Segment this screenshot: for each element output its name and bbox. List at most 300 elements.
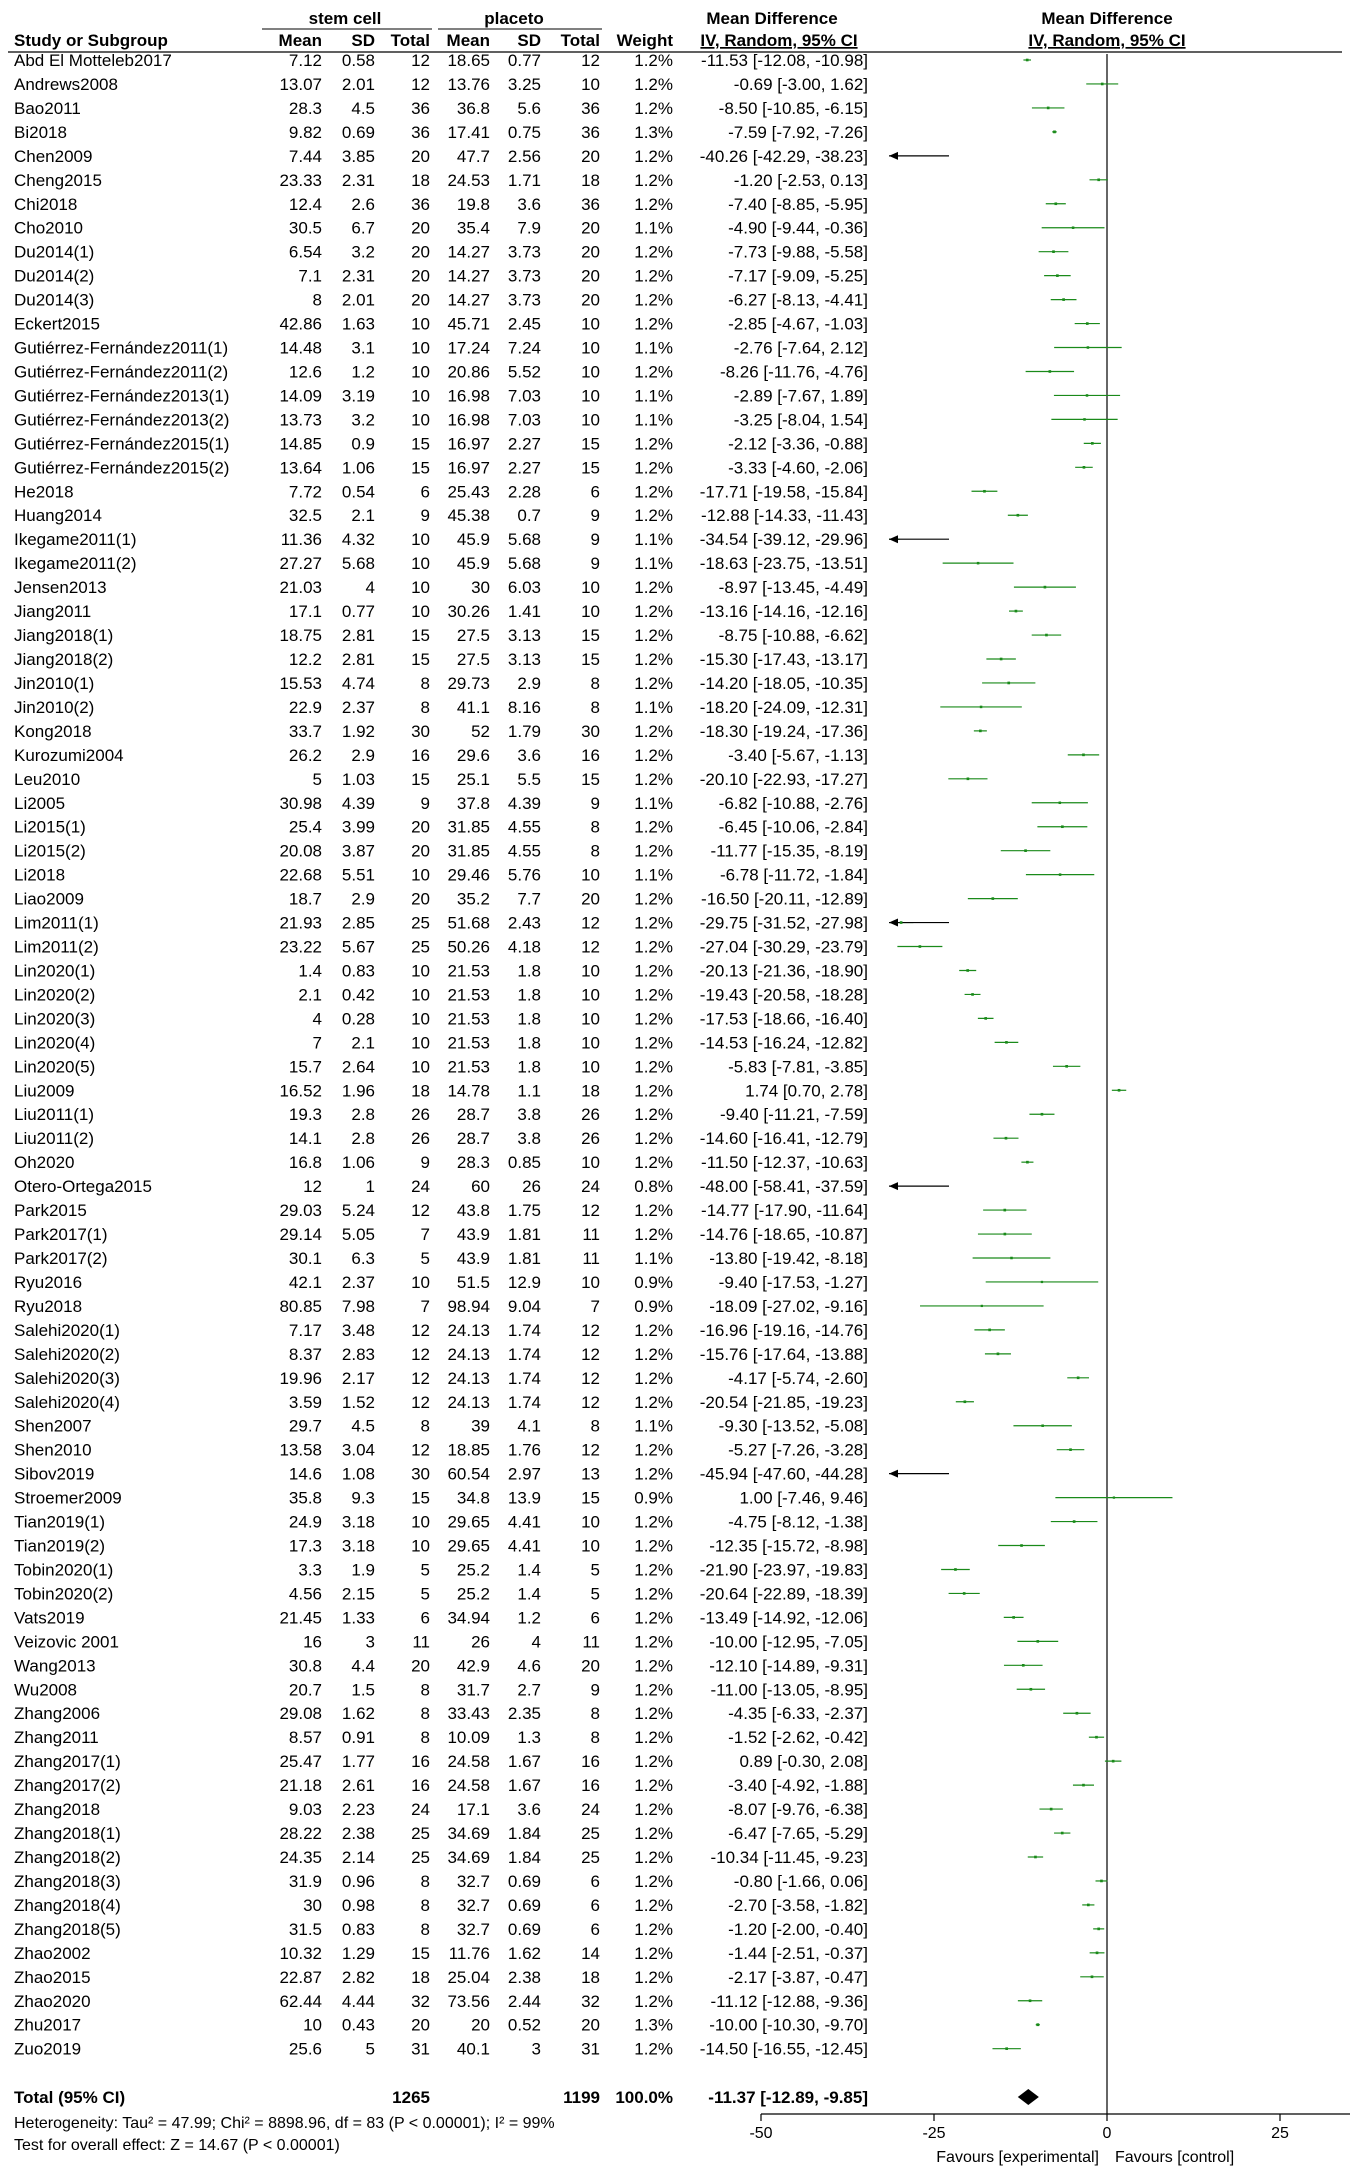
study-marker xyxy=(1051,418,1117,421)
treatment-mean: 22.68 xyxy=(279,865,322,885)
treatment-mean: 22.9 xyxy=(288,697,322,717)
treatment-mean: 33.7 xyxy=(288,721,322,741)
control-mean: 25.2 xyxy=(456,1584,490,1604)
table-row xyxy=(14,1273,868,1292)
table-row xyxy=(14,1848,868,1867)
treatment-total: 10 xyxy=(411,554,430,574)
treatment-total: 20 xyxy=(411,841,430,861)
treatment-total: 12 xyxy=(411,1344,430,1364)
control-sd: 0.69 xyxy=(507,1919,541,1939)
treatment-total: 5 xyxy=(420,1560,430,1580)
control-total: 25 xyxy=(581,1848,600,1867)
md-ci-value: -21.90 [-23.97, -19.83] xyxy=(699,1560,868,1580)
table-header xyxy=(8,9,1342,52)
md-ci-value: -3.40 [-5.67, -1.13] xyxy=(728,745,868,765)
study-name: Lim2011(1) xyxy=(14,913,99,933)
control-total: 18 xyxy=(581,1967,600,1987)
table-row xyxy=(14,1369,868,1388)
point-estimate xyxy=(1076,1712,1079,1715)
control-mean: 14.27 xyxy=(447,242,490,262)
control-mean: 16.98 xyxy=(447,410,490,430)
control-mean: 50.26 xyxy=(447,937,490,957)
control-mean: 40.1 xyxy=(456,2039,490,2059)
control-mean: 43.9 xyxy=(456,1249,490,1268)
weight-value: 1.2% xyxy=(634,1368,673,1388)
control-total: 10 xyxy=(581,985,600,1005)
control-mean: 28.7 xyxy=(456,1129,490,1149)
weight-value: 0.9% xyxy=(634,1272,673,1292)
point-estimate xyxy=(1026,1161,1029,1164)
weight-value: 1.1% xyxy=(634,793,673,813)
point-estimate xyxy=(1073,1520,1076,1523)
weight-value: 1.2% xyxy=(634,1871,673,1891)
treatment-sd: 3.2 xyxy=(351,410,375,430)
table-row xyxy=(14,554,868,573)
treatment-mean: 7.12 xyxy=(288,51,322,70)
treatment-total: 15 xyxy=(411,769,430,789)
point-estimate xyxy=(1036,2023,1039,2026)
table-row xyxy=(14,794,868,813)
md-ci-value: -15.76 [-17.64, -13.88] xyxy=(699,1344,868,1364)
control-mean: 14.27 xyxy=(447,266,490,286)
weight-value: 1.2% xyxy=(634,1560,673,1580)
md-ci-value: 1.74 [0.70, 2.78] xyxy=(745,1081,868,1101)
control-mean: 18.85 xyxy=(447,1440,490,1460)
control-sd: 4.41 xyxy=(507,1536,541,1556)
treatment-sd: 0.54 xyxy=(341,482,375,502)
control-total: 11 xyxy=(582,1225,600,1245)
study-marker xyxy=(949,1592,980,1595)
study-marker xyxy=(1039,250,1069,253)
point-estimate xyxy=(1065,1065,1068,1068)
treatment-mean: 7.17 xyxy=(288,1320,322,1340)
treatment-total: 8 xyxy=(420,673,430,693)
table-row xyxy=(14,650,868,669)
md-ci-value: -6.45 [-10.06, -2.84] xyxy=(718,817,868,837)
table-row xyxy=(14,339,868,358)
study-markers xyxy=(889,54,1172,2114)
treatment-sd: 1.06 xyxy=(341,458,375,478)
study-name: Ikegame2011(1) xyxy=(14,530,137,550)
control-total: 20 xyxy=(581,2015,600,2035)
total-md: -11.37 [-12.89, -9.85] xyxy=(708,2088,868,2107)
md-ci-value: -8.07 [-9.76, -6.38] xyxy=(728,1800,868,1820)
point-estimate xyxy=(981,1305,983,1307)
treatment-sd: 1.08 xyxy=(341,1464,375,1484)
control-mean: 28.3 xyxy=(456,1153,490,1173)
control-sd: 1.41 xyxy=(507,602,541,622)
treatment-mean: 24.9 xyxy=(288,1512,322,1532)
study-name: Park2017(2) xyxy=(14,1249,108,1268)
control-mean: 21.53 xyxy=(447,985,490,1005)
point-estimate xyxy=(966,969,969,972)
control-mean: 45.9 xyxy=(456,554,490,574)
control-mean: 60 xyxy=(471,1177,490,1197)
total-control: 1199 xyxy=(563,2088,600,2107)
point-estimate xyxy=(1083,418,1086,421)
study-marker xyxy=(1052,131,1057,134)
weight-value: 1.2% xyxy=(634,1584,673,1604)
study-name: Chi2018 xyxy=(14,194,78,214)
study-name: Otero-Ortega2015 xyxy=(14,1177,152,1197)
control-mean: 42.9 xyxy=(456,1656,490,1676)
study-marker xyxy=(940,706,1022,709)
table-row xyxy=(14,938,868,957)
table-row xyxy=(14,1465,868,1484)
control-total: 12 xyxy=(581,1201,600,1221)
treatment-mean: 19.96 xyxy=(279,1368,322,1388)
point-estimate xyxy=(979,730,982,733)
treatment-mean: 16 xyxy=(303,1632,322,1652)
treatment-mean: 26.2 xyxy=(288,745,322,765)
weight-value: 1.2% xyxy=(634,98,673,118)
treatment-mean: 17.3 xyxy=(288,1536,322,1556)
treatment-sd: 2.37 xyxy=(341,697,375,717)
md-ci-value: -20.13 [-21.36, -18.90] xyxy=(699,961,868,981)
weight-value: 1.2% xyxy=(634,721,673,741)
control-sd: 1.4 xyxy=(517,1560,541,1580)
weight-value: 1.1% xyxy=(634,530,673,550)
treatment-sd: 2.31 xyxy=(341,266,375,286)
md-ci-value: -3.33 [-4.60, -2.06] xyxy=(728,458,868,478)
md-ci-value: -2.85 [-4.67, -1.03] xyxy=(728,314,868,334)
point-estimate xyxy=(983,490,986,493)
treatment-mean: 21.18 xyxy=(279,1776,322,1796)
weight-value: 1.2% xyxy=(634,146,673,166)
weight-value: 1.2% xyxy=(634,1919,673,1939)
control-total: 10 xyxy=(581,1009,600,1029)
control-mean: 17.1 xyxy=(456,1800,490,1820)
study-marker xyxy=(1028,1856,1043,1859)
control-sd: 5.6 xyxy=(517,98,541,118)
study-name: Lin2020(2) xyxy=(14,985,96,1005)
study-marker xyxy=(1051,1520,1098,1523)
table-row xyxy=(14,1249,868,1268)
control-mean: 41.1 xyxy=(456,697,490,717)
control-total: 20 xyxy=(581,218,600,238)
control-total: 10 xyxy=(581,74,600,94)
control-sd: 2.56 xyxy=(507,146,541,166)
control-sd: 1.75 xyxy=(507,1201,541,1221)
study-name: Zhao2015 xyxy=(14,1967,91,1987)
point-estimate xyxy=(997,1353,1000,1356)
control-total: 9 xyxy=(590,530,600,550)
control-sd: 9.04 xyxy=(507,1296,541,1316)
point-estimate xyxy=(1005,1137,1008,1140)
study-marker xyxy=(1008,514,1028,517)
header-mean-treatment: Mean xyxy=(278,31,322,50)
weight-value: 1.2% xyxy=(634,1201,673,1221)
weight-value: 1.2% xyxy=(634,673,673,693)
table-row xyxy=(14,267,868,286)
md-ci-value: -20.10 [-22.93, -17.27] xyxy=(699,769,868,789)
study-marker xyxy=(1044,274,1071,277)
control-mean: 34.69 xyxy=(447,1848,490,1867)
control-sd: 0.75 xyxy=(507,122,541,142)
control-total: 18 xyxy=(581,1081,600,1101)
weight-value: 1.2% xyxy=(634,1464,673,1484)
table-row xyxy=(14,362,868,381)
study-name: Tian2019(1) xyxy=(14,1512,106,1532)
treatment-sd: 1.33 xyxy=(341,1608,375,1628)
study-name: Liu2011(1) xyxy=(14,1105,95,1125)
study-name: Sibov2019 xyxy=(14,1464,95,1484)
table-row xyxy=(14,1896,868,1915)
point-estimate xyxy=(1082,754,1085,757)
treatment-mean: 27.27 xyxy=(279,554,322,574)
table-row xyxy=(14,2016,868,2035)
control-total: 6 xyxy=(590,1871,600,1891)
control-total: 12 xyxy=(581,1344,600,1364)
study-marker xyxy=(889,919,949,927)
study-name: Wang2013 xyxy=(14,1656,96,1676)
weight-value: 1.2% xyxy=(634,1632,673,1652)
study-marker xyxy=(897,945,942,948)
treatment-mean: 23.22 xyxy=(279,937,322,957)
study-marker xyxy=(1084,442,1101,445)
treatment-total: 10 xyxy=(411,530,430,550)
control-total: 9 xyxy=(590,554,600,574)
control-sd: 2.97 xyxy=(507,1464,541,1484)
control-sd: 2.9 xyxy=(517,673,541,693)
treatment-mean: 4 xyxy=(312,1009,322,1029)
weight-value: 1.2% xyxy=(634,1105,673,1125)
treatment-total: 24 xyxy=(411,1177,430,1197)
md-ci-value: 1.00 [-7.46, 9.46] xyxy=(739,1488,868,1508)
point-estimate xyxy=(1003,1209,1006,1212)
treatment-total: 16 xyxy=(411,1752,430,1772)
study-marker xyxy=(1037,825,1087,828)
control-sd: 1.62 xyxy=(507,1943,541,1963)
favours-control-label: Favours [control] xyxy=(1115,2149,1235,2166)
control-sd: 3.73 xyxy=(507,266,541,286)
control-mean: 35.2 xyxy=(456,889,490,909)
study-name: Lim2011(2) xyxy=(14,937,99,957)
treatment-mean: 7.1 xyxy=(298,266,322,286)
treatment-sd: 2.82 xyxy=(341,1967,375,1987)
treatment-total: 8 xyxy=(420,1416,430,1436)
study-name: Li2015(1) xyxy=(14,817,86,837)
point-estimate xyxy=(984,1017,987,1020)
treatment-sd: 2.6 xyxy=(351,194,375,214)
treatment-mean: 80.85 xyxy=(279,1296,322,1316)
control-sd: 2.27 xyxy=(507,458,541,478)
treatment-sd: 1.77 xyxy=(341,1752,375,1772)
control-mean: 24.13 xyxy=(447,1320,490,1340)
header-md-title: Mean Difference xyxy=(706,9,838,28)
study-name: Jiang2011 xyxy=(14,602,92,622)
point-estimate xyxy=(1005,2047,1008,2050)
treatment-total: 32 xyxy=(411,1991,430,2011)
study-name: Du2014(2) xyxy=(14,266,95,286)
point-estimate xyxy=(1059,873,1062,876)
md-ci-value: -5.27 [-7.26, -3.28] xyxy=(728,1440,868,1460)
control-total: 10 xyxy=(581,961,600,981)
table-row xyxy=(14,291,868,310)
study-name: Park2017(1) xyxy=(14,1225,108,1245)
point-estimate xyxy=(967,777,970,780)
control-sd: 3.73 xyxy=(507,242,541,262)
table-row xyxy=(14,99,868,118)
treatment-total: 12 xyxy=(411,1392,430,1412)
control-mean: 43.9 xyxy=(456,1225,490,1245)
weight-value: 1.2% xyxy=(634,1895,673,1915)
treatment-total: 15 xyxy=(411,650,430,669)
control-total: 32 xyxy=(581,1991,600,2011)
control-sd: 2.7 xyxy=(517,1680,541,1700)
control-mean: 52 xyxy=(471,721,490,741)
study-marker xyxy=(889,152,949,160)
study-marker xyxy=(1054,1832,1070,1835)
table-row xyxy=(14,985,868,1004)
study-marker xyxy=(1042,226,1105,229)
treatment-sd: 7.98 xyxy=(341,1296,375,1316)
md-ci-value: -11.77 [-15.35, -8.19] xyxy=(710,841,868,861)
control-total: 12 xyxy=(581,1368,600,1388)
treatment-sd: 0.83 xyxy=(341,961,375,981)
treatment-total: 18 xyxy=(411,1081,430,1101)
treatment-total: 15 xyxy=(411,434,430,454)
treatment-sd: 3.48 xyxy=(341,1320,375,1340)
control-sd: 4 xyxy=(531,1632,541,1652)
control-total: 8 xyxy=(590,841,600,861)
control-mean: 29.73 xyxy=(447,673,490,693)
treatment-total: 26 xyxy=(411,1105,430,1125)
md-ci-value: -2.12 [-3.36, -0.88] xyxy=(728,434,868,454)
point-estimate xyxy=(1112,1760,1115,1763)
weight-value: 1.2% xyxy=(634,745,673,765)
weight-value: 1.2% xyxy=(634,1009,673,1029)
treatment-mean: 32.5 xyxy=(288,506,322,526)
point-estimate xyxy=(1029,1999,1032,2002)
study-marker xyxy=(956,1400,974,1403)
point-estimate xyxy=(1056,274,1059,277)
weight-value: 1.2% xyxy=(634,51,673,70)
treatment-sd: 0.96 xyxy=(341,1871,375,1891)
point-estimate xyxy=(1004,1233,1007,1236)
study-marker xyxy=(1004,1616,1024,1619)
treatment-mean: 18.75 xyxy=(279,626,322,646)
weight-value: 1.2% xyxy=(634,1680,673,1700)
study-marker xyxy=(1067,1376,1089,1379)
control-total: 26 xyxy=(581,1105,600,1125)
control-total: 36 xyxy=(581,122,600,142)
md-ci-value: -20.64 [-22.89, -18.39] xyxy=(699,1584,868,1604)
weight-value: 1.2% xyxy=(634,1536,673,1556)
study-marker xyxy=(1082,1904,1094,1907)
control-mean: 16.97 xyxy=(447,458,490,478)
study-name: Gutiérrez-Fernández2015(2) xyxy=(14,458,230,478)
x-tick-label: 25 xyxy=(1271,2125,1289,2142)
treatment-total: 5 xyxy=(420,1584,430,1604)
study-marker xyxy=(1046,202,1066,205)
table-row xyxy=(14,1297,868,1316)
treatment-total: 15 xyxy=(411,626,430,646)
weight-value: 1.2% xyxy=(634,626,673,646)
treatment-total: 31 xyxy=(411,2039,430,2059)
table-row xyxy=(14,602,868,621)
control-sd: 5.68 xyxy=(507,530,541,550)
control-mean: 26 xyxy=(471,1632,490,1652)
treatment-total: 8 xyxy=(420,1728,430,1748)
treatment-total: 5 xyxy=(420,1249,430,1268)
md-ci-value: -40.26 [-42.29, -38.23] xyxy=(699,146,868,166)
treatment-mean: 8.57 xyxy=(288,1728,322,1748)
control-mean: 21.53 xyxy=(447,1009,490,1029)
study-name: Lin2020(5) xyxy=(14,1057,96,1077)
treatment-sd: 4.39 xyxy=(341,793,375,813)
study-name: Zhang2017(1) xyxy=(14,1752,121,1772)
md-ci-value: -14.60 [-16.41, -12.79] xyxy=(699,1129,868,1149)
treatment-total: 12 xyxy=(411,1320,430,1340)
treatment-mean: 3.59 xyxy=(288,1392,322,1412)
study-marker xyxy=(1032,634,1061,637)
treatment-total: 9 xyxy=(420,506,430,526)
weight-value: 1.2% xyxy=(634,985,673,1005)
md-ci-value: -4.90 [-9.44, -0.36] xyxy=(728,218,868,238)
control-sd: 4.55 xyxy=(507,817,541,837)
control-total: 6 xyxy=(590,1608,600,1628)
treatment-sd: 4.32 xyxy=(341,530,375,550)
md-ci-value: -5.83 [-7.81, -3.85] xyxy=(728,1057,868,1077)
study-name: Gutiérrez-Fernández2013(1) xyxy=(14,386,230,406)
header-mean-control: Mean xyxy=(446,31,490,50)
control-total: 15 xyxy=(581,650,600,669)
study-marker xyxy=(943,562,1014,565)
treatment-total: 11 xyxy=(412,1632,430,1652)
x-tick-label: 0 xyxy=(1102,2125,1112,2142)
table-row xyxy=(14,1944,868,1963)
treatment-sd: 3.85 xyxy=(341,146,375,166)
control-total: 20 xyxy=(581,889,600,909)
control-mean: 25.04 xyxy=(447,1967,490,1987)
md-ci-value: -7.59 [-7.92, -7.26] xyxy=(728,122,868,142)
md-ci-value: -7.17 [-9.09, -5.25] xyxy=(728,266,868,286)
treatment-mean: 20.08 xyxy=(279,841,322,861)
treatment-mean: 10.32 xyxy=(279,1943,322,1963)
treatment-sd: 1.96 xyxy=(341,1081,375,1101)
treatment-mean: 29.7 xyxy=(288,1416,322,1436)
weight-value: 1.2% xyxy=(634,1800,673,1820)
study-name: Gutiérrez-Fernández2013(2) xyxy=(14,410,230,430)
study-name: Zhu2017 xyxy=(14,2015,82,2035)
treatment-total: 20 xyxy=(411,146,430,166)
table-row xyxy=(14,1656,868,1675)
md-ci-value: -14.20 [-18.05, -10.35] xyxy=(699,673,868,693)
treatment-sd: 0.9 xyxy=(351,434,375,454)
treatment-sd: 3.1 xyxy=(351,338,375,358)
study-marker xyxy=(941,1568,970,1571)
study-name: Ikegame2011(2) xyxy=(14,554,137,574)
md-ci-value: -2.70 [-3.58, -1.82] xyxy=(728,1895,868,1915)
table-row xyxy=(14,1153,868,1172)
treatment-mean: 22.87 xyxy=(279,1967,322,1987)
md-ci-value: -13.16 [-14.16, -12.16] xyxy=(699,602,868,622)
study-name: He2018 xyxy=(14,482,74,502)
table-row xyxy=(14,1752,868,1771)
study-name: Salehi2020(1) xyxy=(14,1320,120,1340)
study-marker xyxy=(1023,59,1031,62)
control-mean: 29.6 xyxy=(456,745,490,765)
point-estimate xyxy=(1022,1664,1025,1667)
control-sd: 0.85 xyxy=(507,1153,541,1173)
control-total: 9 xyxy=(590,506,600,526)
treatment-mean: 7.44 xyxy=(288,146,322,166)
treatment-mean: 24.35 xyxy=(279,1848,322,1867)
md-ci-value: -10.00 [-12.95, -7.05] xyxy=(709,1632,868,1652)
treatment-sd: 1.92 xyxy=(341,721,375,741)
point-estimate xyxy=(1036,1640,1039,1643)
